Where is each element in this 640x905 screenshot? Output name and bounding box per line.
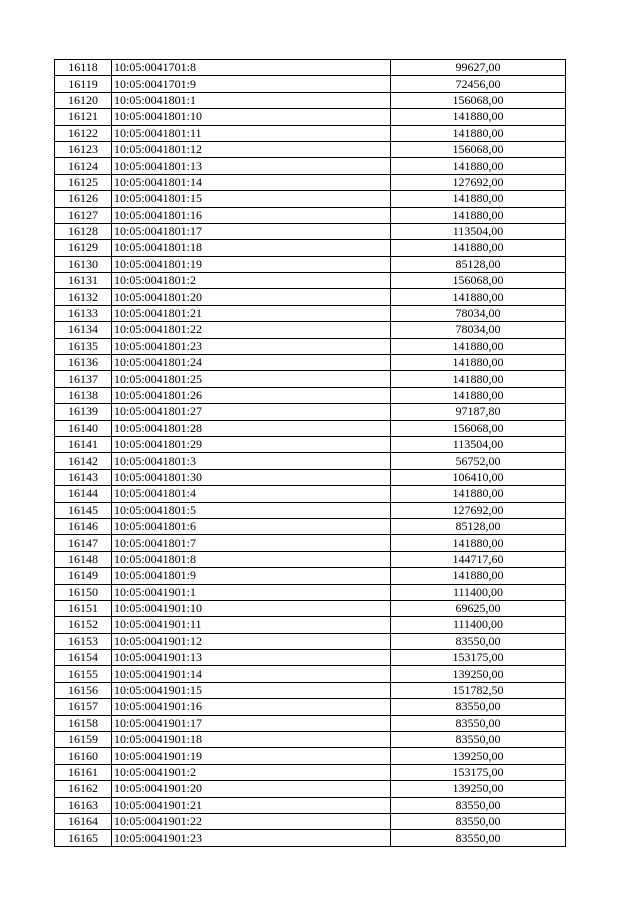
cadastral-number-cell: 10:05:0041801:9 <box>112 568 391 584</box>
cadastral-number-cell: 10:05:0041901:23 <box>112 830 391 846</box>
cadastral-value-table <box>54 59 566 847</box>
cadastral-value-cell: 83550,00 <box>391 797 566 813</box>
row-number-cell: 16156 <box>55 682 112 698</box>
row-number-cell: 16152 <box>55 617 112 633</box>
cadastral-number-cell: 10:05:0041801:22 <box>112 322 391 338</box>
table-row <box>55 305 566 321</box>
cadastral-number-cell: 10:05:0041901:15 <box>112 682 391 698</box>
table-row <box>55 813 566 829</box>
cadastral-value-cell: 141880,00 <box>391 535 566 551</box>
row-number-cell: 16134 <box>55 322 112 338</box>
row-number-cell: 16133 <box>55 305 112 321</box>
cadastral-number-cell: 10:05:0041701:8 <box>112 60 391 76</box>
cadastral-value-cell: 69625,00 <box>391 600 566 616</box>
row-number-cell: 16142 <box>55 453 112 469</box>
cadastral-value-cell: 141880,00 <box>391 338 566 354</box>
cadastral-number-cell: 10:05:0041801:25 <box>112 371 391 387</box>
row-number-cell: 16124 <box>55 158 112 174</box>
table-row <box>55 338 566 354</box>
cadastral-number-cell: 10:05:0041801:11 <box>112 125 391 141</box>
table-row <box>55 666 566 682</box>
row-number-cell: 16130 <box>55 256 112 272</box>
table-row <box>55 715 566 731</box>
cadastral-number-cell: 10:05:0041901:19 <box>112 748 391 764</box>
row-number-cell: 16139 <box>55 404 112 420</box>
cadastral-value-cell: 83550,00 <box>391 813 566 829</box>
cadastral-value-cell: 83550,00 <box>391 715 566 731</box>
table-row <box>55 158 566 174</box>
cadastral-value-cell: 156068,00 <box>391 141 566 157</box>
cadastral-value-cell: 141880,00 <box>391 289 566 305</box>
cadastral-number-cell: 10:05:0041801:19 <box>112 256 391 272</box>
cadastral-number-cell: 10:05:0041901:14 <box>112 666 391 682</box>
table-row <box>55 650 566 666</box>
row-number-cell: 16118 <box>55 60 112 76</box>
table-row <box>55 109 566 125</box>
cadastral-value-cell: 141880,00 <box>391 355 566 371</box>
cadastral-value-cell: 141880,00 <box>391 191 566 207</box>
table-row <box>55 797 566 813</box>
table-row <box>55 76 566 92</box>
table-row <box>55 469 566 485</box>
row-number-cell: 16164 <box>55 813 112 829</box>
row-number-cell: 16140 <box>55 420 112 436</box>
cadastral-value-cell: 139250,00 <box>391 666 566 682</box>
table-row <box>55 748 566 764</box>
table-row <box>55 240 566 256</box>
table-row <box>55 617 566 633</box>
table-row <box>55 436 566 452</box>
table-row <box>55 633 566 649</box>
cadastral-number-cell: 10:05:0041801:17 <box>112 223 391 239</box>
table-row <box>55 273 566 289</box>
cadastral-value-cell: 106410,00 <box>391 469 566 485</box>
cadastral-value-cell: 85128,00 <box>391 518 566 534</box>
cadastral-number-cell: 10:05:0041801:3 <box>112 453 391 469</box>
table-row <box>55 453 566 469</box>
cadastral-number-cell: 10:05:0041901:18 <box>112 732 391 748</box>
cadastral-number-cell: 10:05:0041801:5 <box>112 502 391 518</box>
cadastral-value-cell: 153175,00 <box>391 764 566 780</box>
table-row <box>55 289 566 305</box>
row-number-cell: 16120 <box>55 92 112 108</box>
cadastral-number-cell: 10:05:0041901:12 <box>112 633 391 649</box>
table-row <box>55 568 566 584</box>
table-row <box>55 682 566 698</box>
row-number-cell: 16161 <box>55 764 112 780</box>
cadastral-value-cell: 83550,00 <box>391 830 566 846</box>
cadastral-value-cell: 111400,00 <box>391 584 566 600</box>
cadastral-value-cell: 99627,00 <box>391 60 566 76</box>
table-row <box>55 486 566 502</box>
table-row <box>55 584 566 600</box>
table-row <box>55 387 566 403</box>
cadastral-value-cell: 141880,00 <box>391 125 566 141</box>
row-number-cell: 16153 <box>55 633 112 649</box>
row-number-cell: 16160 <box>55 748 112 764</box>
table-row <box>55 518 566 534</box>
row-number-cell: 16147 <box>55 535 112 551</box>
cadastral-number-cell: 10:05:0041801:6 <box>112 518 391 534</box>
table-row <box>55 322 566 338</box>
row-number-cell: 16154 <box>55 650 112 666</box>
cadastral-value-cell: 141880,00 <box>391 158 566 174</box>
cadastral-number-cell: 10:05:0041901:20 <box>112 781 391 797</box>
cadastral-number-cell: 10:05:0041901:13 <box>112 650 391 666</box>
table-row <box>55 502 566 518</box>
table-row <box>55 60 566 76</box>
cadastral-number-cell: 10:05:0041701:9 <box>112 76 391 92</box>
cadastral-number-cell: 10:05:0041801:1 <box>112 92 391 108</box>
row-number-cell: 16125 <box>55 174 112 190</box>
cadastral-number-cell: 10:05:0041801:29 <box>112 436 391 452</box>
cadastral-number-cell: 10:05:0041801:10 <box>112 109 391 125</box>
cadastral-number-cell: 10:05:0041801:12 <box>112 141 391 157</box>
cadastral-value-cell: 156068,00 <box>391 273 566 289</box>
cadastral-number-cell: 10:05:0041901:21 <box>112 797 391 813</box>
cadastral-number-cell: 10:05:0041801:2 <box>112 273 391 289</box>
cadastral-number-cell: 10:05:0041801:4 <box>112 486 391 502</box>
row-number-cell: 16122 <box>55 125 112 141</box>
cadastral-value-cell: 141880,00 <box>391 109 566 125</box>
cadastral-number-cell: 10:05:0041901:16 <box>112 699 391 715</box>
cadastral-value-cell: 153175,00 <box>391 650 566 666</box>
cadastral-number-cell: 10:05:0041801:21 <box>112 305 391 321</box>
cadastral-value-cell: 127692,00 <box>391 502 566 518</box>
table-row <box>55 371 566 387</box>
row-number-cell: 16141 <box>55 436 112 452</box>
cadastral-value-cell: 83550,00 <box>391 732 566 748</box>
row-number-cell: 16121 <box>55 109 112 125</box>
cadastral-value-cell: 78034,00 <box>391 305 566 321</box>
cadastral-number-cell: 10:05:0041801:18 <box>112 240 391 256</box>
cadastral-number-cell: 10:05:0041901:2 <box>112 764 391 780</box>
cadastral-number-cell: 10:05:0041801:15 <box>112 191 391 207</box>
cadastral-value-cell: 141880,00 <box>391 568 566 584</box>
row-number-cell: 16163 <box>55 797 112 813</box>
row-number-cell: 16137 <box>55 371 112 387</box>
table-row <box>55 699 566 715</box>
row-number-cell: 16138 <box>55 387 112 403</box>
cadastral-value-cell: 56752,00 <box>391 453 566 469</box>
cadastral-value-cell: 141880,00 <box>391 240 566 256</box>
row-number-cell: 16158 <box>55 715 112 731</box>
cadastral-number-cell: 10:05:0041801:20 <box>112 289 391 305</box>
row-number-cell: 16165 <box>55 830 112 846</box>
cadastral-value-cell: 85128,00 <box>391 256 566 272</box>
table-row <box>55 764 566 780</box>
cadastral-value-cell: 144717,60 <box>391 551 566 567</box>
cadastral-value-cell: 156068,00 <box>391 92 566 108</box>
cadastral-number-cell: 10:05:0041801:24 <box>112 355 391 371</box>
row-number-cell: 16119 <box>55 76 112 92</box>
row-number-cell: 16123 <box>55 141 112 157</box>
cadastral-number-cell: 10:05:0041801:23 <box>112 338 391 354</box>
table-row <box>55 732 566 748</box>
table-row <box>55 191 566 207</box>
table-row <box>55 781 566 797</box>
cadastral-value-cell: 97187,80 <box>391 404 566 420</box>
row-number-cell: 16136 <box>55 355 112 371</box>
cadastral-value-cell: 139250,00 <box>391 781 566 797</box>
cadastral-number-cell: 10:05:0041801:13 <box>112 158 391 174</box>
table-row <box>55 207 566 223</box>
table-row <box>55 92 566 108</box>
row-number-cell: 16135 <box>55 338 112 354</box>
row-number-cell: 16126 <box>55 191 112 207</box>
row-number-cell: 16155 <box>55 666 112 682</box>
cadastral-number-cell: 10:05:0041801:28 <box>112 420 391 436</box>
row-number-cell: 16159 <box>55 732 112 748</box>
row-number-cell: 16127 <box>55 207 112 223</box>
cadastral-number-cell: 10:05:0041901:11 <box>112 617 391 633</box>
row-number-cell: 16132 <box>55 289 112 305</box>
row-number-cell: 16128 <box>55 223 112 239</box>
table-row <box>55 830 566 846</box>
table-row <box>55 125 566 141</box>
row-number-cell: 16143 <box>55 469 112 485</box>
cadastral-number-cell: 10:05:0041801:8 <box>112 551 391 567</box>
row-number-cell: 16151 <box>55 600 112 616</box>
table-row <box>55 174 566 190</box>
cadastral-value-cell: 113504,00 <box>391 436 566 452</box>
table-row <box>55 223 566 239</box>
row-number-cell: 16157 <box>55 699 112 715</box>
cadastral-number-cell: 10:05:0041801:26 <box>112 387 391 403</box>
cadastral-value-cell: 78034,00 <box>391 322 566 338</box>
cadastral-value-cell: 127692,00 <box>391 174 566 190</box>
row-number-cell: 16162 <box>55 781 112 797</box>
table-row <box>55 404 566 420</box>
table-row <box>55 256 566 272</box>
cadastral-value-cell: 83550,00 <box>391 699 566 715</box>
cadastral-value-cell: 72456,00 <box>391 76 566 92</box>
row-number-cell: 16150 <box>55 584 112 600</box>
cadastral-number-cell: 10:05:0041801:30 <box>112 469 391 485</box>
cadastral-value-cell: 111400,00 <box>391 617 566 633</box>
row-number-cell: 16145 <box>55 502 112 518</box>
table-row <box>55 355 566 371</box>
table-body <box>55 60 566 847</box>
table-row <box>55 551 566 567</box>
cadastral-number-cell: 10:05:0041801:16 <box>112 207 391 223</box>
cadastral-value-cell: 141880,00 <box>391 207 566 223</box>
cadastral-value-cell: 141880,00 <box>391 486 566 502</box>
cadastral-number-cell: 10:05:0041901:1 <box>112 584 391 600</box>
cadastral-number-cell: 10:05:0041801:27 <box>112 404 391 420</box>
cadastral-number-cell: 10:05:0041801:14 <box>112 174 391 190</box>
table-row <box>55 600 566 616</box>
table-row <box>55 535 566 551</box>
cadastral-number-cell: 10:05:0041901:22 <box>112 813 391 829</box>
cadastral-number-cell: 10:05:0041801:7 <box>112 535 391 551</box>
cadastral-number-cell: 10:05:0041901:17 <box>112 715 391 731</box>
row-number-cell: 16129 <box>55 240 112 256</box>
row-number-cell: 16148 <box>55 551 112 567</box>
row-number-cell: 16131 <box>55 273 112 289</box>
table-row <box>55 141 566 157</box>
cadastral-value-cell: 141880,00 <box>391 371 566 387</box>
row-number-cell: 16144 <box>55 486 112 502</box>
cadastral-value-cell: 83550,00 <box>391 633 566 649</box>
cadastral-number-cell: 10:05:0041901:10 <box>112 600 391 616</box>
cadastral-value-cell: 141880,00 <box>391 387 566 403</box>
row-number-cell: 16149 <box>55 568 112 584</box>
cadastral-value-cell: 156068,00 <box>391 420 566 436</box>
row-number-cell: 16146 <box>55 518 112 534</box>
cadastral-value-cell: 151782,50 <box>391 682 566 698</box>
cadastral-value-cell: 139250,00 <box>391 748 566 764</box>
table-row <box>55 420 566 436</box>
cadastral-value-cell: 113504,00 <box>391 223 566 239</box>
